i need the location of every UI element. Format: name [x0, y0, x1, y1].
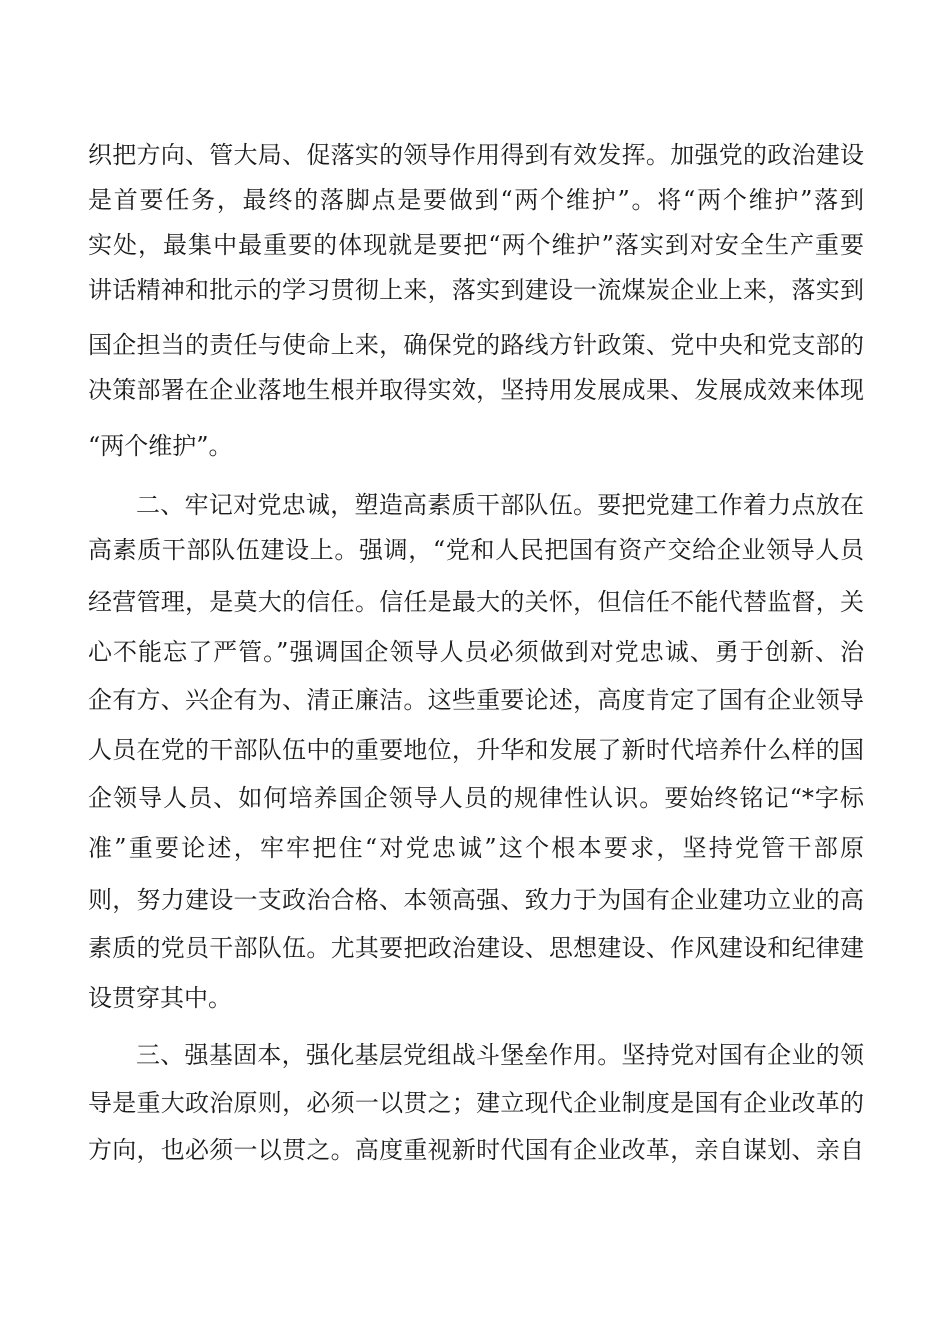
text-line: 企有方、兴企有为、清正廉洁。这些重要论述，高度肯定了国有企业领导	[88, 686, 864, 714]
text-line: 心不能忘了严管。”强调国企领导人员必须做到对党忠诚、勇于创新、治	[88, 638, 864, 666]
text-line: 设贯穿其中。	[88, 984, 232, 1012]
text-line: 企领导人员、如何培养国企领导人员的规律性认识。要始终铭记“*字标	[88, 784, 864, 812]
text-line: 高素质干部队伍建设上。强调，“党和人民把国有资产交给企业领导人员	[88, 536, 864, 564]
text-line: 国企担当的责任与使命上来，确保党的路线方针政策、党中央和党支部的	[88, 331, 864, 359]
text-line: 实处，最集中最重要的体现就是要把“两个维护”落实到对安全生产重要	[88, 231, 864, 259]
text-line: 讲话精神和批示的学习贯彻上来，落实到建设一流煤炭企业上来，落实到	[88, 276, 864, 304]
text-line: 决策部署在企业落地生根并取得实效，坚持用发展成果、发展成效来体现	[88, 376, 864, 404]
text-line: 素质的党员干部队伍。尤其要把政治建设、思想建设、作风建设和纪律建	[88, 934, 864, 962]
text-line: 织把方向、管大局、促落实的领导作用得到有效发挥。加强党的政治建设	[88, 141, 864, 169]
text-line: 则，努力建设一支政治合格、本领高强、致力于为国有企业建功立业的高	[88, 886, 864, 914]
text-line: 准”重要论述，牢牢把住“对党忠诚”这个根本要求，坚持党管干部原	[88, 834, 864, 862]
text-line: 经营管理，是莫大的信任。信任是最大的关怀，但信任不能代替监督，关	[88, 588, 864, 616]
text-line: 方向，也必须一以贯之。高度重视新时代国有企业改革，亲自谋划、亲自	[88, 1136, 864, 1164]
text-line: 是首要任务，最终的落脚点是要做到“两个维护”。将“两个维护”落到	[88, 186, 864, 214]
paragraph-heading-line: 二、牢记对党忠诚，塑造高素质干部队伍。要把党建工作着力点放在	[136, 491, 864, 519]
text-line: “两个维护”。	[88, 432, 233, 460]
text-line: 导是重大政治原则，必须一以贯之；建立现代企业制度是国有企业改革的	[88, 1089, 864, 1117]
text-line: 人员在党的干部队伍中的重要地位，升华和发展了新时代培养什么样的国	[88, 736, 864, 764]
paragraph-heading-line: 三、强基固本，强化基层党组战斗堡垒作用。坚持党对国有企业的领	[136, 1041, 864, 1069]
